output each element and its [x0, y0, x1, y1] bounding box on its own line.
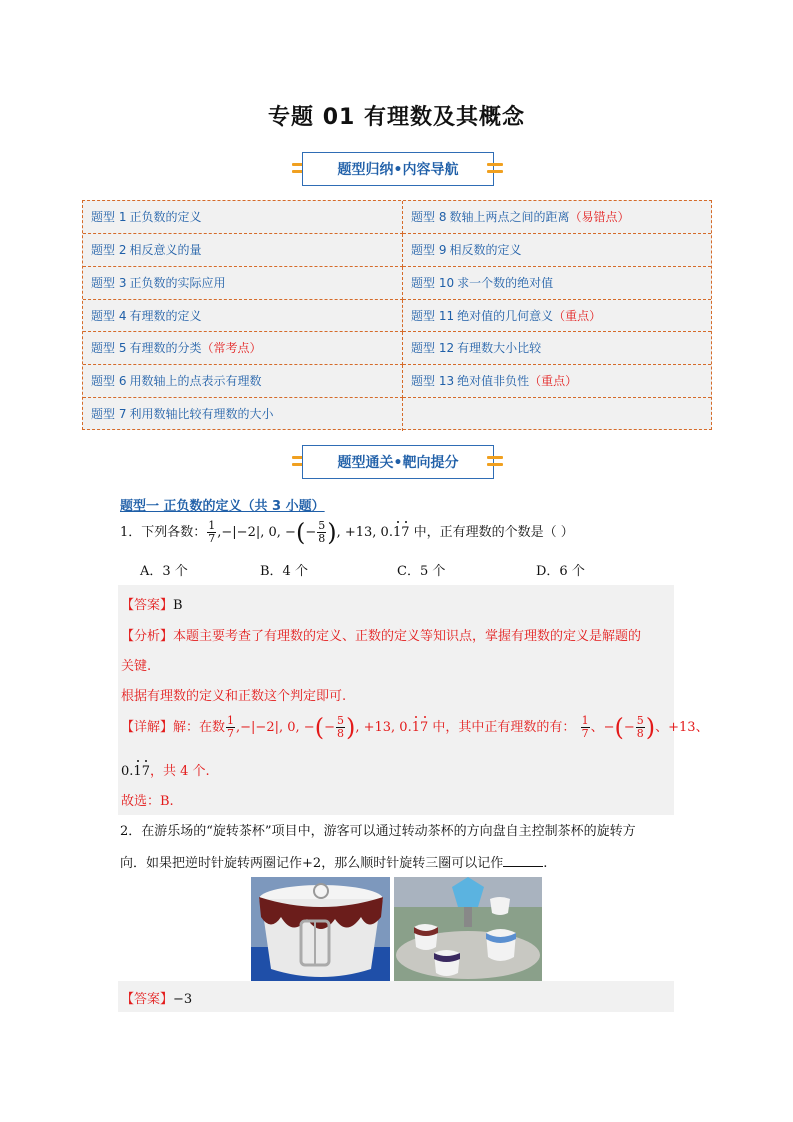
detail-text: 解：在数 [173, 720, 226, 735]
nav-item-left[interactable]: 题型 3 正负数的实际应用 [83, 267, 403, 300]
nav-item-right [403, 398, 711, 431]
nav-item-left[interactable]: 题型 4 有理数的定义 [83, 300, 403, 333]
option-c[interactable]: C．5 个 [397, 564, 446, 579]
question-2: 2．在游乐场的“旋转茶杯”项目中，游客可以通过转动茶杯的方向盘自主控制茶杯的旋转方 向．如果把逆时针旋转两圈记作+2，那么顺时针旋转三圈可以记作 . [120, 816, 676, 880]
detail-text-2: 中，其中正有理数的有： [432, 720, 576, 735]
nav-item-right[interactable]: 题型 10 求一个数的绝对值 [403, 267, 711, 300]
option-d[interactable]: D．6 个 [536, 564, 585, 579]
fraction-five-eighths: $\frac{5}{8}$ [318, 519, 326, 545]
banner-right-decoration [487, 161, 503, 175]
answer-value: −3 [173, 992, 193, 1007]
option-a[interactable]: A．3 个 [140, 564, 188, 579]
nav-item-left[interactable]: 题型 7 利用数轴比较有理数的大小 [83, 398, 403, 431]
nav-item-right[interactable]: 题型 13 绝对值非负性（重点） [403, 365, 711, 398]
nav-item-left[interactable]: 题型 6 用数轴上的点表示有理数 [83, 365, 403, 398]
teacup-ride-photo-1 [251, 877, 390, 981]
question-2-line-1: 2．在游乐场的“旋转茶杯”项目中，游客可以通过转动茶杯的方向盘自主控制茶杯的旋转方 [120, 824, 636, 839]
question-1-prefix: 1．下列各数： [120, 525, 207, 540]
question-2-line-3: ，那么顺时针旋转三圈可以记作 [321, 856, 504, 871]
nav-banner: 题型归纳•内容导航 [302, 152, 494, 186]
teacup-ride-photo-2 [394, 877, 542, 981]
option-b[interactable]: B．4 个 [260, 564, 308, 579]
question-1-solution: 【答案】B 【分析】本题主要考查了有理数的定义、正数的定义等知识点，掌握有理数的定义是解题的 关键. 根据有理数的定义和正数这个判定即可. 【详解】解：在数 $\frac{1}{7}$ ,−|−2|, 0, −(− $\frac{5}{8}$ ), +13, 0.17 中，其中正有理数的有： $\frac{1}{7}$ 、−(− $\frac{5}{8}$ )、+13、 0.17，共 4 个. 故选：B. [118, 585, 674, 815]
question-1: 1．下列各数： $\frac{1}{7}$ ,−|−2|, 0, −(− $\frac{5}{8}$ ), +13, 0.17 中，正有理数的个数是（ ） [120, 518, 574, 547]
analysis-label: 【分析】 [121, 629, 174, 644]
section-heading: 题型一 正负数的定义（共 3 小题） [120, 499, 325, 514]
question-2-line-2: 向．如果把逆时针旋转两圈记作 [120, 856, 303, 871]
detail-label: 【详解】 [121, 720, 174, 735]
conclusion: 故选：B. [121, 794, 174, 809]
topic-navigation-table [82, 200, 712, 430]
question-2-solution [118, 981, 674, 1012]
practice-banner: 题型通关•靶向提分 [302, 445, 494, 479]
page-title: 专题 01 有理数及其概念 [268, 105, 525, 130]
analysis-text-2: 关键. [121, 659, 152, 674]
nav-item-right[interactable]: 题型 8 数轴上两点之间的距离（易错点） [403, 201, 711, 234]
nav-item-right[interactable]: 题型 9 相反数的定义 [403, 234, 711, 267]
question-2-value: +2 [302, 856, 322, 871]
fraction-one-seventh: $\frac{1}{7}$ [208, 519, 216, 545]
analysis-text-3: 根据有理数的定义和正数这个判定即可. [121, 689, 347, 704]
nav-item-left[interactable]: 题型 5 有理数的分类（常考点） [83, 332, 403, 365]
detail-text-3: ，共 4 个. [149, 764, 210, 779]
answer-label: 【答案】 [121, 992, 174, 1007]
question-1-suffix: 中，正有理数的个数是（ ） [413, 525, 574, 540]
nav-item-left[interactable]: 题型 1 正负数的定义 [83, 201, 403, 234]
answer-label: 【答案】 [121, 598, 174, 613]
analysis-text: 本题主要考查了有理数的定义、正数的定义等知识点，掌握有理数的定义是解题的 [173, 629, 642, 644]
answer-value: B [173, 598, 183, 613]
nav-item-right[interactable]: 题型 12 有理数大小比较 [403, 332, 711, 365]
nav-item-right[interactable]: 题型 11 绝对值的几何意义（重点） [403, 300, 711, 333]
nav-item-left[interactable]: 题型 2 相反意义的量 [83, 234, 403, 267]
banner-right-decoration [487, 454, 503, 468]
answer-blank[interactable] [503, 852, 543, 867]
